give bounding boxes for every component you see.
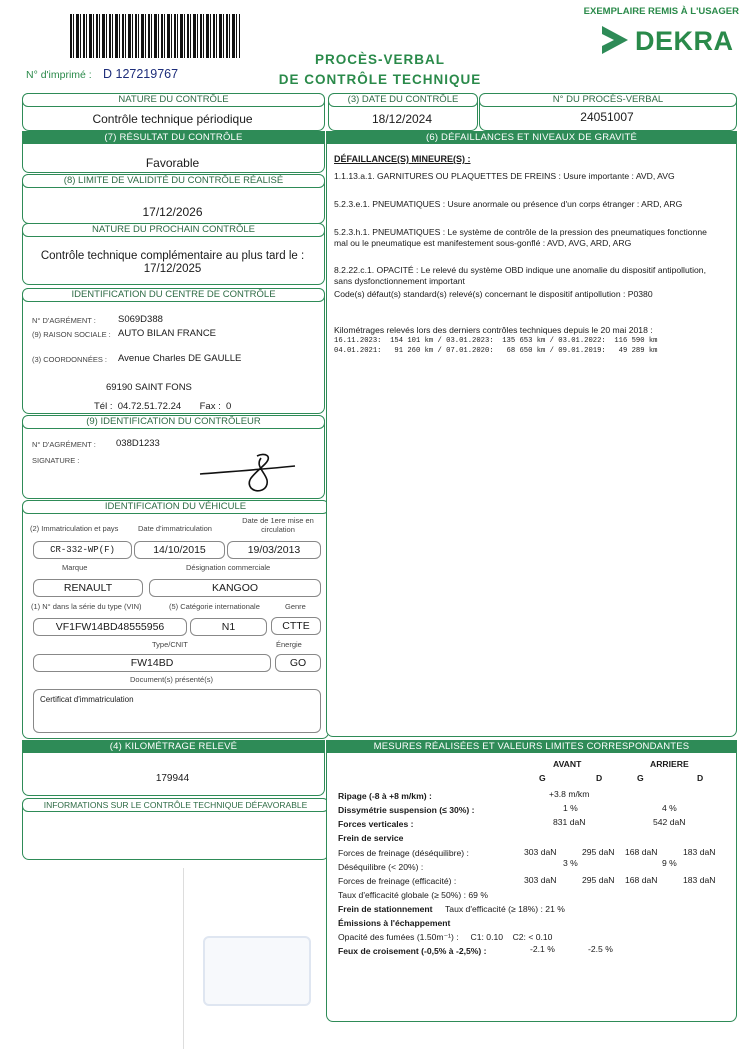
avant-g-header: G bbox=[539, 773, 546, 783]
resultat-value: Favorable bbox=[145, 156, 200, 170]
vehicule-label: IDENTIFICATION DU VÉHICULE bbox=[22, 500, 329, 514]
fd-avg: 303 daN bbox=[524, 847, 557, 857]
freinage-deseq-label: Forces de freinage (déséquilibre) : bbox=[338, 848, 469, 858]
deseq-av: 3 % bbox=[563, 858, 578, 868]
fd-arg: 168 daN bbox=[625, 847, 658, 857]
immat-label: (2) Immatriculation et pays bbox=[30, 524, 119, 533]
centre-coord-label: (3) COORDONNÉES : bbox=[32, 355, 108, 364]
arriere-g-header: G bbox=[637, 773, 644, 783]
genre-label: Genre bbox=[285, 602, 306, 611]
defaillances-heading: DÉFAILLANCE(S) MINEURE(S) : bbox=[334, 154, 471, 164]
dissy-av: 1 % bbox=[563, 803, 578, 813]
brand-name: DEKRA bbox=[635, 26, 734, 56]
arriere-d-header: D bbox=[697, 773, 704, 783]
signature-image bbox=[195, 450, 305, 495]
km-label: (4) KILOMÉTRAGE RELEVÉ bbox=[22, 740, 325, 753]
date-label: (3) DATE DU CONTRÔLE bbox=[328, 93, 478, 107]
defaillances-box bbox=[326, 131, 737, 737]
marque-field: RENAULT bbox=[33, 579, 143, 597]
deseq-label: Déséquilibre (< 20%) : bbox=[338, 862, 424, 872]
marque-label: Marque bbox=[62, 563, 88, 572]
opacite-line: Opacité des fumées (1.50m⁻¹) : C1: 0.10 C2: < 0.10 bbox=[338, 932, 553, 942]
validite-value: 17/12/2026 bbox=[142, 205, 203, 219]
dekra-arrow-icon bbox=[600, 24, 630, 56]
defaillance-code: Code(s) défaut(s) standard(s) relevé(s) concernant le dispositif antipollution : P0380 bbox=[334, 289, 653, 299]
nature-label: NATURE DU CONTRÔLE bbox=[22, 93, 325, 107]
prochain-label: NATURE DU PROCHAIN CONTRÔLE bbox=[22, 223, 325, 237]
imprime-label: N° d'imprimé : bbox=[26, 69, 92, 81]
defaillance-item: 5.2.3.h.1. PNEUMATIQUES : Le système de contrôle de la pression des pneumatiques fonctionne mal ou le pneumatique est manifestement sous-gonflé : AVD, AVG, ARD, ARG bbox=[334, 227, 707, 248]
forces-av: 831 daN bbox=[553, 817, 586, 827]
date-immat-field: 14/10/2015 bbox=[134, 541, 225, 559]
docs-value: Certificat d'immatriculation bbox=[40, 695, 134, 704]
fe-arg: 168 daN bbox=[625, 875, 658, 885]
vin-label: (1) N° dans la série du type (VIN) bbox=[31, 602, 142, 611]
deseq-ar: 9 % bbox=[662, 858, 677, 868]
validite-label: (8) LIMITE DE VALIDITÉ DU CONTRÔLE RÉALISÉ bbox=[22, 174, 325, 188]
km-history-intro: Kilométrages relevés lors des derniers contrôles techniques depuis le 20 mai 2018 : bbox=[334, 325, 653, 335]
mesures-label: MESURES RÉALISÉES ET VALEURS LIMITES CORRESPONDANTES bbox=[326, 740, 737, 753]
avant-d-header: D bbox=[596, 773, 603, 783]
energie-field: GO bbox=[275, 654, 321, 672]
nature-value: Contrôle technique périodique bbox=[92, 112, 253, 126]
blank-sticker bbox=[203, 936, 311, 1006]
type-field: FW14BD bbox=[33, 654, 271, 672]
designation-field: KANGOO bbox=[149, 579, 321, 597]
centre-box bbox=[22, 288, 325, 414]
centre-agrement-label: N° D'AGRÉMENT : bbox=[32, 316, 96, 325]
centre-tel: Tél : 04.72.51.72.24 Fax : 0 bbox=[94, 401, 232, 412]
centre-agrement-value: S069D388 bbox=[118, 314, 163, 325]
frein-service-label: Frein de service bbox=[338, 833, 404, 843]
fd-avd: 295 daN bbox=[582, 847, 615, 857]
fe-ard: 183 daN bbox=[683, 875, 716, 885]
fd-ard: 183 daN bbox=[683, 847, 716, 857]
date-1ere-label: Date de 1ere mise en circulation bbox=[242, 516, 314, 534]
centre-label: IDENTIFICATION DU CENTRE DE CONTRÔLE bbox=[22, 288, 325, 302]
freinage-eff-label: Forces de freinage (efficacité) : bbox=[338, 876, 457, 886]
centre-coord-value: Avenue Charles DE GAULLE bbox=[118, 353, 242, 364]
forces-label: Forces verticales : bbox=[338, 819, 414, 829]
signature-label: SIGNATURE : bbox=[32, 456, 80, 465]
ripage-label: Ripage (-8 à +8 m/km) : bbox=[338, 791, 432, 801]
title-line1: PROCÈS-VERBAL bbox=[314, 52, 445, 67]
energie-label: Énergie bbox=[276, 640, 302, 649]
stationnement-label: Frein de stationnement bbox=[338, 904, 433, 914]
km-history-line: 16.11.2023: 154 101 km / 03.01.2023: 135 653 km / 03.01.2022: 116 590 km bbox=[334, 337, 658, 345]
infos-label: INFORMATIONS SUR LE CONTRÔLE TECHNIQUE DÉFAVORABLE bbox=[22, 798, 329, 812]
date-value: 18/12/2024 bbox=[371, 112, 433, 126]
dissy-ar: 4 % bbox=[662, 803, 677, 813]
forces-ar: 542 daN bbox=[653, 817, 686, 827]
pv-label: N° DU PROCÈS-VERBAL bbox=[479, 93, 737, 107]
feux-g: -2.1 % bbox=[530, 944, 555, 954]
docs-label: Document(s) présenté(s) bbox=[130, 675, 213, 684]
type-label: Type/CNIT bbox=[152, 640, 188, 649]
controleur-label: (9) IDENTIFICATION DU CONTRÔLEUR bbox=[22, 415, 325, 429]
centre-raison-value: AUTO BILAN FRANCE bbox=[118, 328, 217, 339]
km-history-line: 04.01.2021: 91 260 km / 07.01.2020: 68 650 km / 09.01.2019: 49 289 km bbox=[334, 347, 658, 355]
genre-field: CTTE bbox=[271, 617, 321, 635]
emissions-label: Émissions à l'échappement bbox=[338, 918, 451, 928]
controleur-agrement-label: N° D'AGRÉMENT : bbox=[32, 440, 96, 449]
arriere-header: ARRIERE bbox=[650, 759, 689, 769]
vin-field: VF1FW14BD48555956 bbox=[33, 618, 187, 636]
categorie-field: N1 bbox=[190, 618, 267, 636]
categorie-label: (5) Catégorie internationale bbox=[169, 602, 260, 611]
stationnement-value: Taux d'efficacité (≥ 18%) : 21 % bbox=[445, 904, 565, 914]
ripage-value: +3.8 m/km bbox=[549, 789, 590, 799]
resultat-label: (7) RÉSULTAT DU CONTRÔLE bbox=[22, 131, 325, 144]
date-1ere-field: 19/03/2013 bbox=[227, 541, 321, 559]
fe-avd: 295 daN bbox=[582, 875, 615, 885]
fe-avg: 303 daN bbox=[524, 875, 557, 885]
dekra-logo bbox=[600, 24, 630, 61]
defaillances-label: (6) DÉFAILLANCES ET NIVEAUX DE GRAVITÉ bbox=[326, 131, 737, 144]
feux-label: Feux de croisement (-0,5% à -2,5%) : bbox=[338, 946, 487, 956]
defaillance-item: 5.2.3.e.1. PNEUMATIQUES : Usure anormale ou présence d'un corps étranger : ARD, ARG bbox=[334, 199, 683, 209]
centre-raison-label: (9) RAISON SOCIALE : bbox=[32, 330, 111, 339]
imprime-value: D 127219767 bbox=[103, 67, 179, 81]
immat-field: CR-332-WP(F) bbox=[33, 541, 132, 559]
copy-label: EXEMPLAIRE REMIS À L'USAGER bbox=[583, 6, 739, 17]
dissy-label: Dissymétrie suspension (≤ 30%) : bbox=[338, 805, 475, 815]
km-value: 179944 bbox=[155, 773, 190, 784]
defaillance-item: 8.2.22.c.1. OPACITÉ : Le relevé du système OBD indique une anomalie du dispositif antipollution, sans dysfonctionnement important bbox=[334, 265, 706, 286]
defaillance-item: 1.1.13.a.1. GARNITURES OU PLAQUETTES DE FREINS : Usure importante : AVD, AVG bbox=[334, 171, 675, 181]
taux-global: Taux d'efficacité globale (≥ 50%) : 69 % bbox=[338, 890, 488, 900]
pv-value: 24051007 bbox=[580, 110, 634, 124]
designation-label: Désignation commerciale bbox=[186, 563, 271, 572]
date-immat-label: Date d'immatriculation bbox=[138, 524, 212, 533]
controleur-agrement-value: 038D1233 bbox=[116, 438, 160, 449]
prochain-value: Contrôle technique complémentaire au plus tard le : 17/12/2025 bbox=[40, 250, 305, 275]
avant-header: AVANT bbox=[553, 759, 582, 769]
title-line2: DE CONTRÔLE TECHNIQUE bbox=[278, 72, 482, 87]
feux-d: -2.5 % bbox=[588, 944, 613, 954]
barcode bbox=[70, 14, 240, 58]
centre-ville: 69190 SAINT FONS bbox=[106, 382, 192, 393]
